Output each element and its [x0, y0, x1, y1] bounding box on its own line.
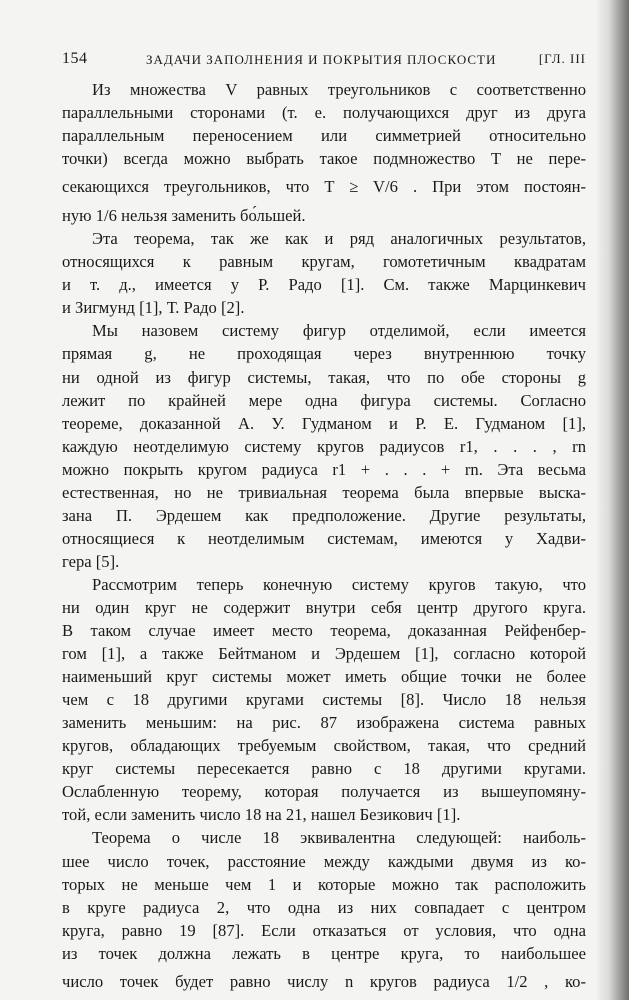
text-line: Из множества V равных треугольников с соответственно — [92, 80, 586, 99]
text-line: заменить меньшим: на рис. 87 изображена система равных — [62, 713, 586, 733]
text-line: Эта теорема, так же как и ряд аналогичных результатов, — [92, 229, 586, 249]
text-line: торых не меньше чем 1 и которые можно так расположить — [62, 874, 586, 894]
text-line: точки) всегда можно выбрать такое подмножество T не пере- — [62, 149, 586, 169]
running-header — [62, 44, 586, 78]
body-text — [62, 78, 586, 999]
page-number: 154 — [62, 50, 88, 67]
text-line: секающихся треугольников, что T ≥ V/6 . При этом постоян- — [62, 177, 586, 197]
text-line: Теорема о числе 18 эквивалентна следующей: наиболь- — [92, 828, 586, 848]
text-line: ную 1/6 нельзя заменить бо́льшей. — [62, 206, 306, 226]
text-line: той, если заменить число 18 на 21, нашел Безикович [1]. — [62, 805, 461, 825]
text-line: кругов, обладающих требуемым свойством, такая, что средний — [62, 736, 586, 756]
text-line: естественная, но не тривиальная теорема была впервые выска- — [62, 482, 586, 502]
text-line: наименьший круг системы может иметь общие точки не более — [62, 667, 586, 687]
text-line: теореме, доказанной А. У. Гудманом и Р. Е. Гудманом [1], — [62, 413, 586, 433]
text-line: гом [1], а также Бейтманом и Эрдешем [1], согласно которой — [62, 644, 586, 664]
text-line: и т. д., имеется у Р. Радо [1]. См. также Марцинкевич — [62, 275, 586, 295]
text-line: можно покрыть кругом радиуса r1 + . . . + rn. Эта весьма — [62, 459, 586, 479]
book-page — [62, 44, 586, 999]
chapter-label: [ГЛ. III — [538, 51, 586, 66]
text-line: относящиеся к неотделимым системам, имеются у Хадви- — [62, 528, 586, 548]
text-line: зана П. Эрдешем как предположение. Другие результаты, — [62, 505, 586, 525]
text-line: В таком случае имеет место теорема, доказанная Рейфенбер- — [62, 621, 586, 641]
text-line: и Зигмунд [1], Т. Радо [2]. — [62, 298, 245, 318]
text-line: ни один круг не содержит внутри себя центр другого круга. — [62, 597, 586, 617]
text-line: круг системы пересекается равно с 18 другими кругами. — [62, 759, 586, 779]
running-title: ЗАДАЧИ ЗАПОЛНЕНИЯ И ПОКРЫТИЯ ПЛОСКОСТИ — [146, 52, 497, 67]
text-line: из точек должна лежать в центре круга, то наибольшее — [62, 943, 586, 963]
text-line: каждую неотделимую систему кругов радиусов r1, . . . , rn — [62, 436, 586, 456]
text-line: Ослабленную теорему, которая получается из вышеупомяну- — [62, 782, 586, 802]
text-line: лежит по крайней мере одна фигура системы. Согласно — [62, 390, 586, 410]
text-line: Рассмотрим теперь конечную систему кругов такую, что — [92, 574, 586, 594]
text-line: ни одной из фигур системы, такая, что по обе стороны g — [62, 367, 586, 387]
text-line: круга, равно 19 [87]. Если отказаться от условия, что одна — [62, 920, 586, 940]
text-line: в круге радиуса 2, что одна из них совпадает с центром — [62, 897, 586, 917]
text-line: шее число точек, расстояние между каждыми двумя из ко- — [62, 851, 586, 871]
text-line: Мы назовем систему фигур отделимой, если имеется — [92, 321, 586, 341]
text-line: число точек будет равно числу n кругов радиуса 1/2 , ко- — [62, 971, 586, 991]
text-line: гера [5]. — [62, 551, 120, 571]
text-line: чем с 18 другими кругами системы [8]. Число 18 нельзя — [62, 690, 586, 710]
text-line: прямая g, не проходящая через внутреннюю точку — [62, 344, 586, 364]
page-edge-shadow — [595, 0, 629, 1000]
text-line: относящихся к равным кругам, гомотетичным квадратам — [62, 252, 586, 272]
text-line: параллельным переносением или симметрией относительно — [62, 126, 586, 146]
text-line: параллельными сторонами (т. е. получающихся друг из друга — [62, 103, 586, 123]
